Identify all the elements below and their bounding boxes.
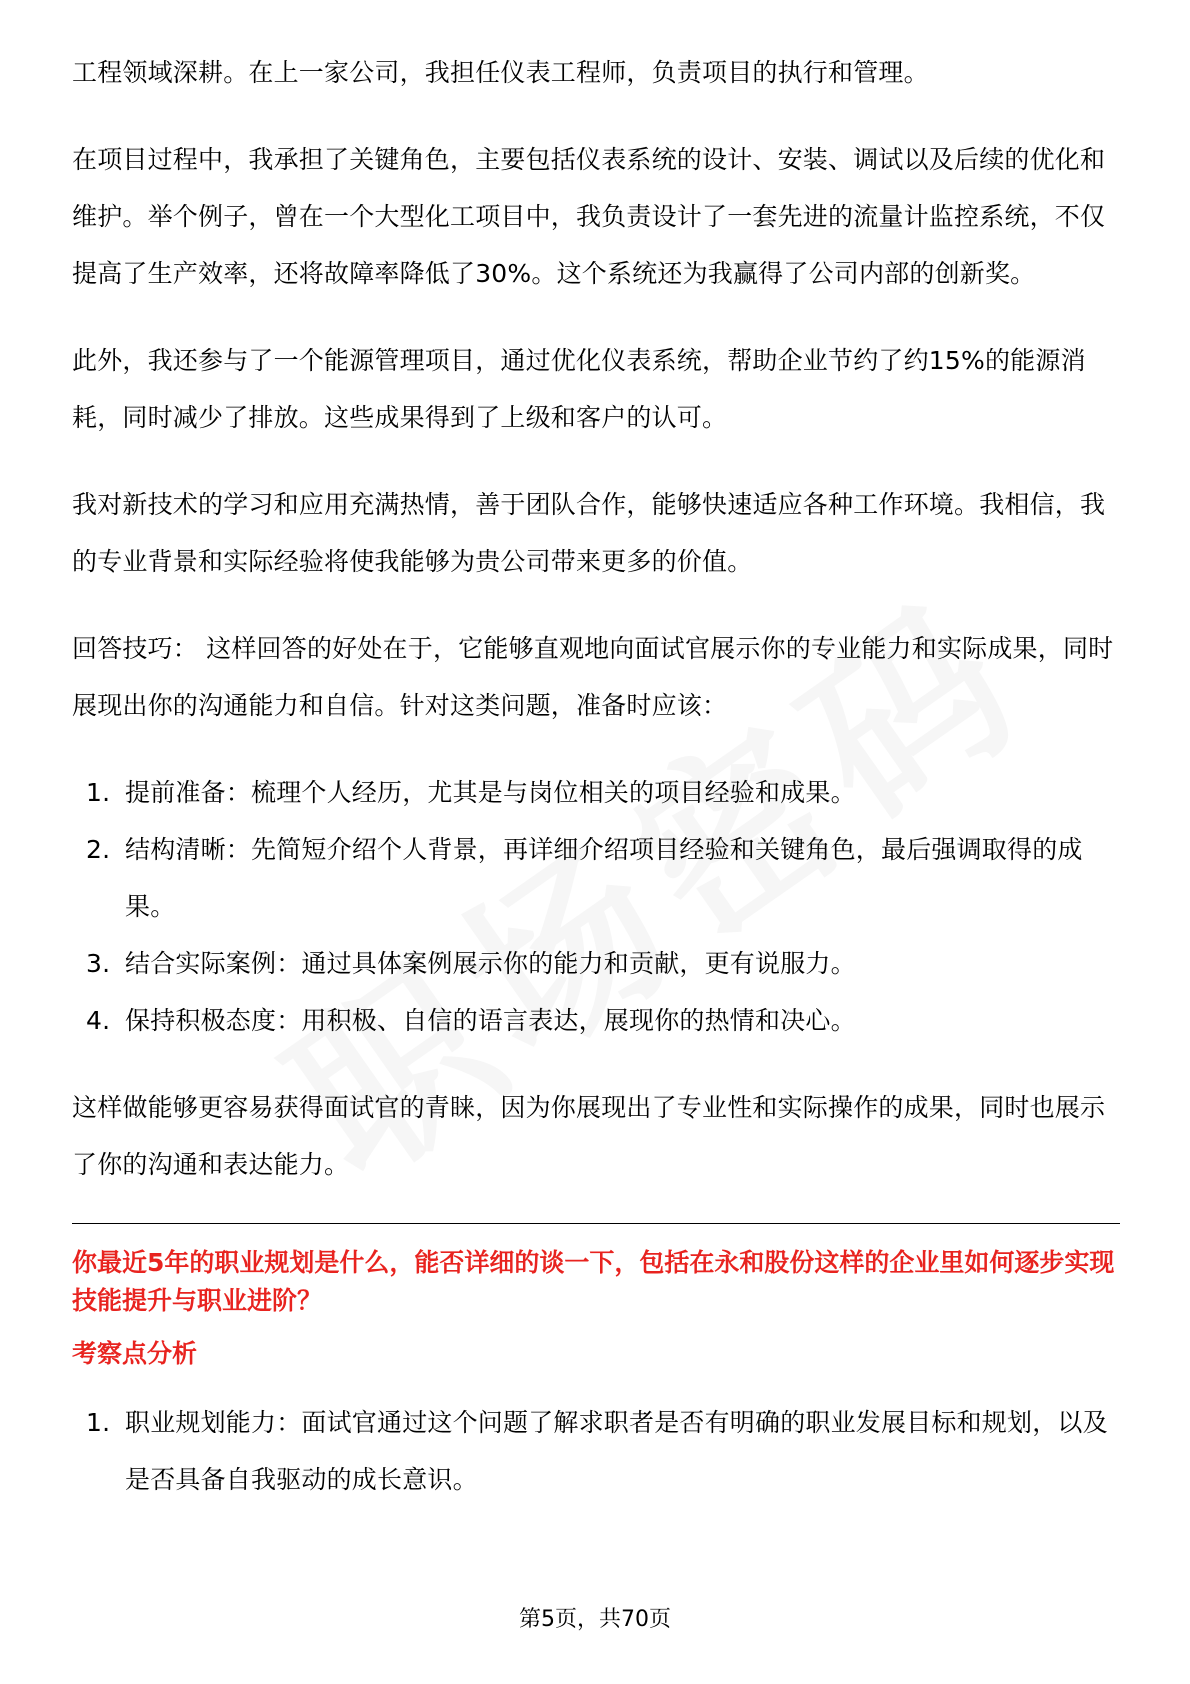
list-item-number: 1.	[86, 1408, 111, 1437]
page-content	[72, 44, 1120, 1538]
paragraph-intro-end: 工程领域深耕。在上一家公司，我担任仪表工程师，负责项目的执行和管理。	[72, 58, 929, 87]
list-item-text: 保持积极态度：用积极、自信的语言表达，展现你的热情和决心。	[125, 1006, 856, 1035]
list-item-text: 职业规划能力：面试官通过这个问题了解求职者是否有明确的职业发展目标和规划，以及是否具备自我驱动的成长意识。	[125, 1408, 1108, 1494]
interview-question: 你最近5年的职业规划是什么，能否详细的谈一下，包括在永和股份这样的企业里如何逐步实现技能提升与职业进阶？	[72, 1248, 1115, 1315]
paragraph-energy-project: 此外，我还参与了一个能源管理项目，通过优化仪表系统，帮助企业节约了约15%的能源消耗，同时减少了排放。这些成果得到了上级和客户的认可。	[72, 346, 1086, 432]
tips-list	[72, 764, 1120, 1049]
list-item	[72, 935, 1120, 992]
list-item	[72, 764, 1120, 821]
list-item	[72, 992, 1120, 1049]
list-item-number: 3.	[86, 949, 111, 978]
analysis-list	[72, 1394, 1120, 1508]
list-item-number: 4.	[86, 1006, 111, 1035]
list-item	[72, 1394, 1120, 1508]
paragraph-project-role: 在项目过程中，我承担了关键角色，主要包括仪表系统的设计、安装、调试以及后续的优化和维护。举个例子，曾在一个大型化工项目中，我负责设计了一套先进的流量计监控系统，不仅提高了生产效率，还将故障率降低了30%。这个系统还为我赢得了公司内部的创新奖。	[72, 145, 1106, 288]
list-item-text: 结构清晰：先简短介绍个人背景，再详细介绍项目经验和关键角色，最后强调取得的成果。	[125, 835, 1083, 921]
paragraph-answer-tips: 回答技巧： 这样回答的好处在于，它能够直观地向面试官展示你的专业能力和实际成果，同时展现出你的沟通能力和自信。针对这类问题，准备时应该：	[72, 634, 1114, 720]
analysis-heading: 考察点分析	[72, 1339, 198, 1368]
list-item-text: 提前准备：梳理个人经历，尤其是与岗位相关的项目经验和成果。	[125, 778, 856, 807]
paragraph-conclusion: 这样做能够更容易获得面试官的青睐，因为你展现出了专业性和实际操作的成果，同时也展示了你的沟通和表达能力。	[72, 1093, 1106, 1179]
page-number-footer: 第5页，共70页	[519, 1607, 671, 1632]
section-divider	[72, 1223, 1120, 1224]
list-item-number: 2.	[86, 835, 111, 864]
list-item-number: 1.	[86, 778, 111, 807]
list-item	[72, 821, 1120, 935]
list-item-text: 结合实际案例：通过具体案例展示你的能力和贡献，更有说服力。	[125, 949, 856, 978]
paragraph-learning-attitude: 我对新技术的学习和应用充满热情，善于团队合作，能够快速适应各种工作环境。我相信，我的专业背景和实际经验将使我能够为贵公司带来更多的价值。	[72, 490, 1106, 576]
